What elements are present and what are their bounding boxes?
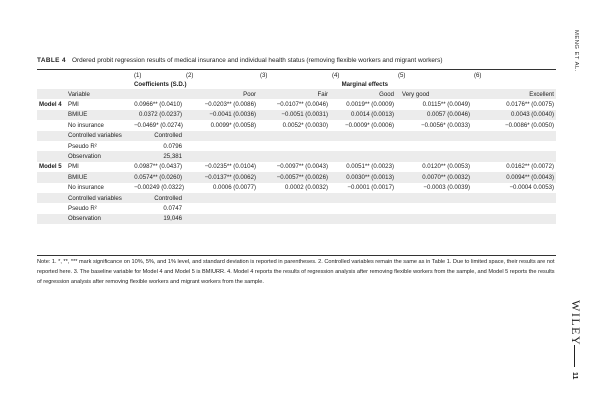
table-row: [37, 214, 556, 224]
cell: [472, 203, 556, 213]
cell: [330, 141, 396, 151]
cell: [472, 193, 556, 203]
row-variable: PMI: [68, 163, 79, 171]
header-row-variables: [37, 89, 556, 99]
marginal-header: Marginal effects: [341, 81, 388, 88]
cell: [184, 193, 258, 203]
cell: −0.0001 (0.0017): [347, 184, 394, 192]
row-variable: Pseudo R²: [68, 204, 97, 212]
cell: 0.0966** (0.0410): [134, 101, 182, 109]
table-row: [37, 193, 556, 203]
cell: 0.0796: [163, 142, 182, 150]
col-num-3: (3): [260, 72, 268, 79]
table-row: [37, 141, 556, 151]
cell: 0.0094** (0.0043): [472, 172, 556, 182]
bottom-rule: [37, 255, 556, 256]
table-note: Note: 1. *, **, *** mark significance on 10%, 5%, and 1% level, and standard deviation is reported in parentheses. 2. Controlled variables remain the same as in Table 1. Due to limited space, their results are not reported here. 3. The baseline variable for Model 4 and Model 5 is BMIURR. 4. Model 4 reports the results of regression analysis after removing flexible workers from the sample, and Model 5 reports the results of regression analysis after removing flexible workers and migrant workers from the sample.: [37, 259, 555, 285]
model-label: [37, 203, 66, 213]
cell: −0.00249 (0.0322): [134, 184, 184, 192]
cell: 0.0099* (0.0058): [210, 121, 256, 129]
cell: −0.0041 (0.0036): [184, 110, 258, 120]
cell: [330, 214, 396, 224]
model-label: [37, 151, 66, 161]
cell: −0.0057** (0.0026): [258, 172, 330, 182]
cell: −0.0137** (0.0062): [184, 172, 258, 182]
row-variable: BMIUE: [66, 110, 132, 120]
model-label: [37, 131, 66, 141]
cell: 19,046: [132, 214, 184, 224]
model-label: [37, 183, 66, 193]
cell: −0.0009* (0.0006): [345, 121, 394, 129]
cell: [258, 151, 330, 161]
cell: −0.0107** (0.0046): [276, 101, 328, 109]
cell: 0.0043 (0.0040): [472, 110, 556, 120]
cell: 0.0372 (0.0237): [132, 110, 184, 120]
cell: [472, 214, 556, 224]
table-row: [37, 151, 556, 161]
cell: [330, 193, 396, 203]
cell: [258, 203, 330, 213]
col-num-6: (6): [474, 72, 482, 79]
cell: 0.0115** (0.0049): [422, 101, 470, 109]
cell: [330, 131, 396, 141]
row-variable: Controlled variables: [66, 131, 132, 141]
cell: Controlled: [132, 131, 184, 141]
cell: 0.0019** (0.0009): [346, 101, 394, 109]
table-row: [37, 203, 556, 213]
cell: [258, 214, 330, 224]
row-variable: BMIUE: [66, 172, 132, 182]
row-variable: Observation: [66, 151, 132, 161]
col-num-4: (4): [332, 72, 340, 79]
cell: −0.0097** (0.0043): [276, 163, 328, 171]
row-variable: No insurance: [68, 121, 104, 129]
page-number: 11: [571, 372, 578, 380]
cell: 0.0120** (0.0053): [422, 163, 470, 171]
table-row: [37, 162, 556, 172]
variable-header: Variable: [66, 89, 132, 99]
cell: 0.0162** (0.0072): [506, 163, 554, 171]
outcome-fair: Fair: [258, 89, 330, 99]
table-row: [37, 120, 556, 130]
row-variable: Pseudo R²: [68, 142, 97, 150]
cell: 0.0006 (0.0077): [212, 184, 256, 192]
cell: −0.0469* (0.0274): [134, 121, 183, 129]
cell: [396, 203, 472, 213]
cell: [472, 131, 556, 141]
cell: 0.0014 (0.0013): [330, 110, 396, 120]
model-label: [37, 193, 66, 203]
cell: −0.0003 (0.0039): [423, 184, 470, 192]
top-rule: [37, 69, 556, 70]
running-head: MENG ET AL.: [573, 30, 579, 72]
cell: −0.0086* (0.0050): [505, 121, 554, 129]
table-row: [37, 183, 556, 193]
table-row: [37, 131, 556, 141]
table-label: TABLE 4: [37, 57, 66, 64]
cell: [184, 131, 258, 141]
cell: −0.0203** (0.0086): [204, 101, 256, 109]
cell: Controlled: [132, 193, 184, 203]
cell: [258, 193, 330, 203]
row-variable: Observation: [66, 214, 132, 224]
cell: 0.0574** (0.0260): [132, 172, 184, 182]
cell: −0.0051 (0.0031): [258, 110, 330, 120]
cell: 0.0057 (0.0046): [396, 110, 472, 120]
cell: [330, 203, 396, 213]
cell: [184, 214, 258, 224]
cell: [396, 214, 472, 224]
outcome-excellent: Excellent: [472, 89, 556, 99]
model-label: [37, 141, 66, 151]
publisher-logo: WILEY: [569, 300, 583, 347]
table-row: [37, 110, 556, 120]
col-num-1: (1): [134, 72, 142, 79]
row-variable: PMI: [68, 101, 79, 109]
cell: [184, 151, 258, 161]
model-label: [37, 110, 66, 120]
regression-table: [37, 71, 556, 224]
col-num-5: (5): [398, 72, 406, 79]
row-variable: Controlled variables: [66, 193, 132, 203]
cell: −0.0235** (0.0104): [204, 163, 256, 171]
row-variable: No insurance: [68, 184, 104, 192]
cell: [472, 151, 556, 161]
cell: 0.0052* (0.0030): [282, 121, 328, 129]
model-label: Model 4: [39, 101, 62, 109]
cell: 0.0030** (0.0013): [330, 172, 396, 182]
header-row-numbers: [37, 71, 556, 80]
model-label: [37, 214, 66, 224]
table-row: [37, 99, 556, 109]
outcome-poor: Poor: [184, 89, 258, 99]
model-label: Model 5: [39, 163, 62, 171]
cell: [396, 151, 472, 161]
cell: −0.0004 0.0053): [509, 184, 554, 192]
publisher-rule: [574, 345, 575, 367]
cell: 0.0070** (0.0032): [396, 172, 472, 182]
cell: [396, 193, 472, 203]
cell: [396, 141, 472, 151]
cell: [184, 141, 258, 151]
table-title: Ordered probit regression results of medical insurance and individual health status (removing flexible workers and migrant workers): [71, 57, 443, 64]
model-label: [37, 120, 66, 130]
cell: [396, 131, 472, 141]
cell: [472, 141, 556, 151]
cell: 0.0987** (0.0437): [134, 163, 182, 171]
cell: 0.0176** (0.0075): [506, 101, 554, 109]
cell: 0.0051** (0.0023): [346, 163, 394, 171]
cell: [258, 141, 330, 151]
outcome-very-good: Very good: [396, 89, 472, 99]
outcome-good: Good: [330, 89, 396, 99]
table-row: [37, 172, 556, 182]
col-num-2: (2): [186, 72, 194, 79]
header-row-groups: [37, 80, 556, 89]
cell: 25,381: [132, 151, 184, 161]
cell: [330, 151, 396, 161]
model-label: [37, 172, 66, 182]
cell: [258, 131, 330, 141]
cell: 0.0002 (0.0032): [284, 184, 328, 192]
coef-header: Coefficients (S.D.): [134, 81, 187, 88]
table-caption: [37, 57, 442, 64]
cell: 0.0747: [163, 204, 182, 212]
cell: −0.0056* (0.0033): [421, 121, 470, 129]
cell: [184, 203, 258, 213]
